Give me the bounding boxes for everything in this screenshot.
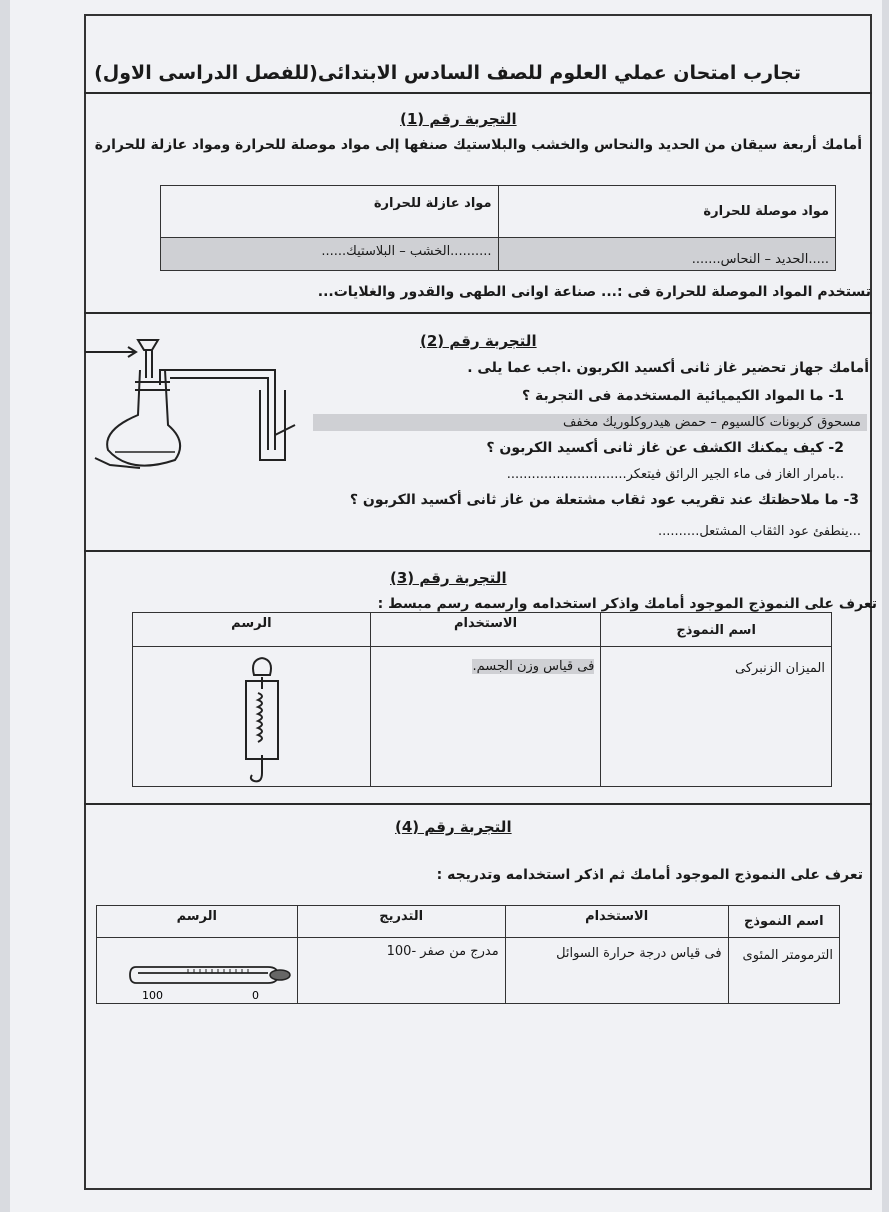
model-use-text: فى قياس وزن الجسم. <box>472 659 595 674</box>
divider <box>84 92 872 94</box>
divider <box>84 550 872 552</box>
col-use-header: الاستخدام <box>505 906 728 938</box>
exp3-instruction: تعرف على النموذج الموجود أمامك واذكر استخدامه وارسمه رسم مبسط : <box>377 596 877 612</box>
model-use-cell <box>370 647 601 787</box>
exp2-q1: 1- ما المواد الكيميائية المستخدمة فى التجربة ؟ <box>521 388 844 404</box>
exp1-heading: التجربة رقم (1) <box>400 110 517 128</box>
col-name-header: اسم النموذج <box>601 613 832 647</box>
model-name-cell: الترمومتر المئوى <box>728 938 839 1004</box>
insulators-answer: ..........الخشب – البلاستيك...... <box>161 238 499 271</box>
col-scale-header: التدريج <box>297 906 505 938</box>
exp2-a1: مسحوق كربونات كالسيوم – حمض هيدروكلوريك مخفف <box>313 414 867 431</box>
thermometer-label-0: 0 <box>252 989 259 1002</box>
model-use-cell: فى قياس درجة حرارة السوائل <box>505 938 728 1004</box>
exp1-usage: تستخدم المواد الموصلة للحرارة فى :... صناعة اوانى الطهى والقدور والغلايات... <box>317 284 871 300</box>
exp2-q3: 3- ما ملاحظتك عند تقريب عود ثقاب مشتعلة من غاز ثانى أكسيد الكربون ؟ <box>349 492 859 508</box>
exp4-instruction: تعرف على النموذج الموجود أمامك ثم اذكر استخدامه وتدريجه : <box>436 867 863 883</box>
exp2-a2: ..بامرار الغاز فى ماء الجير الرائق فيتعكر............................. <box>506 467 844 482</box>
divider <box>84 803 872 805</box>
conductors-answer: .....الحديد – النحاس....... <box>498 238 836 271</box>
thermometer-label-100: 100 <box>142 989 163 1002</box>
exp2-a3: ...ينطفئ عود الثقاب المشتعل.......... <box>658 524 861 539</box>
exp1-table <box>160 185 836 271</box>
spring-balance-icon <box>232 655 292 790</box>
col-use-header: الاستخدام <box>370 613 601 647</box>
conductors-header: مواد موصلة للحرارة <box>498 186 836 238</box>
col-drawing-header: الرسم <box>97 906 298 938</box>
col-name-header: اسم النموذج <box>728 906 839 938</box>
col-drawing-header: الرسم <box>133 613 371 647</box>
exp2-q2: 2- كيف يمكنك الكشف عن غاز ثانى أكسيد الكربون ؟ <box>486 440 844 456</box>
divider <box>84 312 872 314</box>
insulators-header: مواد عازلة للحرارة <box>161 186 499 238</box>
page-title: تجارب امتحان عملي العلوم للصف السادس الابتدائى(للفصل الدراسى الاول) <box>94 62 801 84</box>
model-scale-cell: مدرج من صفر -100 <box>297 938 505 1004</box>
exp4-heading: التجربة رقم (4) <box>395 818 512 836</box>
model-name-cell: الميزان الزنبركى <box>601 647 832 787</box>
exp3-heading: التجربة رقم (3) <box>390 569 507 587</box>
co2-apparatus-drawing <box>80 330 310 480</box>
exp1-instruction: أمامك أربعة سيقان من الحديد والنحاس والخشب والبلاستيك صنفها إلى مواد موصلة للحرارة ومواد عازلة للحرارة <box>94 137 862 153</box>
thermometer-icon <box>128 957 296 1005</box>
exp2-heading: التجربة رقم (2) <box>420 332 537 350</box>
exp2-intro: أمامك جهاز تحضير غاز ثانى أكسيد الكربون .اجب عما يلى . <box>467 360 869 376</box>
